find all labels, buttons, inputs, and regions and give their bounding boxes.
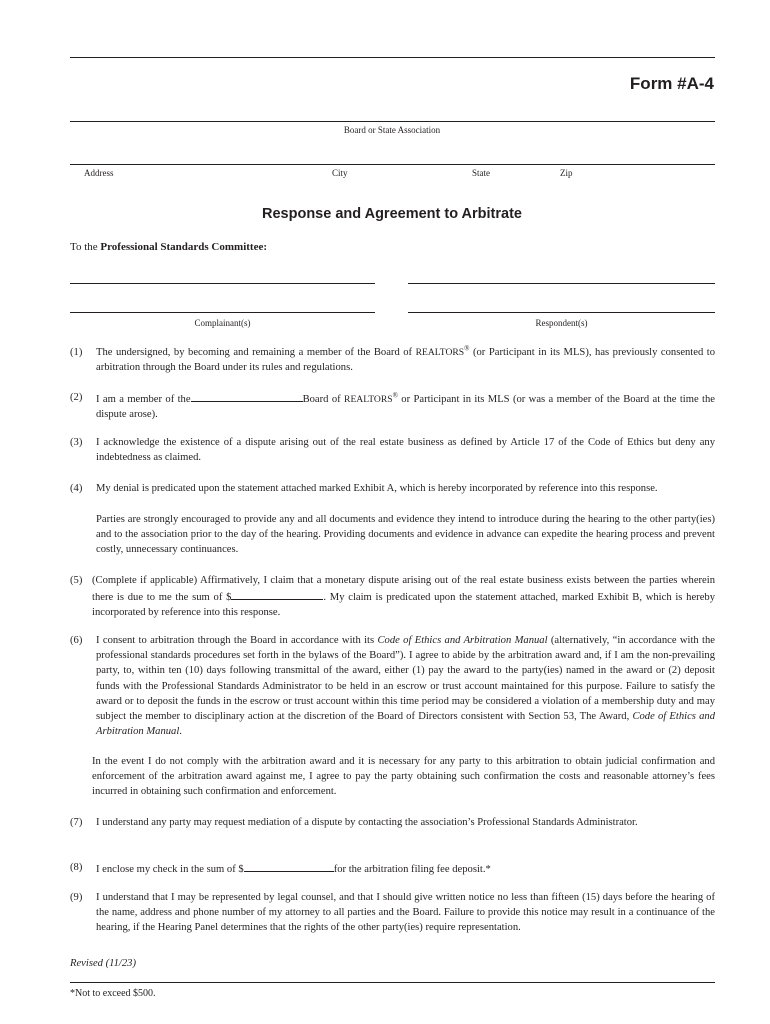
salutation bbox=[70, 241, 267, 253]
item-5-text-b: . My claim is predicated upon the statement attached, marked Exhibit B, which is hereby incorporated by reference into this response. bbox=[92, 592, 715, 619]
item-1 bbox=[70, 345, 715, 375]
respondent-line-1[interactable] bbox=[408, 283, 715, 284]
association-label: Board or State Association bbox=[343, 125, 441, 135]
registered-mark: ® bbox=[464, 344, 470, 353]
item-5-text-a: (Complete if applicable) Affirmatively, I claim that a monetary dispute arising out of the real estate business exists between the parties wherein there is due to me the sum of $ bbox=[92, 575, 715, 604]
item-1-text-b: (or Participant in its MLS), has previously consented to arbitration through the Board under its rules and regulations. bbox=[96, 347, 716, 374]
item-6-text-c: . bbox=[179, 726, 182, 738]
zip-label: Zip bbox=[560, 168, 573, 178]
city-label: City bbox=[332, 168, 348, 178]
item-7 bbox=[70, 815, 715, 830]
item-5 bbox=[70, 573, 715, 621]
committee-name: Professional Standards Committee: bbox=[100, 241, 268, 253]
item-6-text-b: (alternatively, “in accordance with the professional standards procedures set forth in the bylaws of the Board”). I agree to abide by the arbitration award and, if I am the non-prevailing party, to, within ten (10) days following transmittal of the award, either (1) pay the award to the party(ies) named in the award or (2) deposit funds with the Professional Standards Administrator to be held in an escrow or trust account maintained for this purpose. Failure to satisfy the award or to deposit the funds in the escrow or trust account within this time period may be considered a violation of a membership duty and may subject the member to disciplinary action at the discretion of the Board of Directors consistent with Section 53, The Award, bbox=[96, 635, 716, 723]
footer-rule bbox=[70, 982, 715, 983]
revision-note: Revised (11/23) bbox=[70, 958, 136, 969]
salutation-prefix: To the bbox=[70, 241, 101, 253]
item-8 bbox=[70, 860, 715, 877]
item-7-text: I understand any party may request mediation of a dispute by contacting the association’s Professional Standards Administrator. bbox=[96, 817, 638, 828]
item-1-realtors: REALTORS bbox=[415, 347, 465, 358]
item-8-text-b: for the arbitration filing fee deposit.* bbox=[333, 864, 491, 875]
address-label: Address bbox=[84, 168, 114, 178]
event-note: In the event I do not comply with the arbitration award and it is necessary for any party to this arbitration to obtain judicial confirmation and enforcement of the arbitration award against me, I agree to pay the party obtaining such confirmation the costs and reasonable attorney’s fees incurred in obtaining such confirmation and enforcement. bbox=[92, 756, 715, 798]
board-name-blank[interactable] bbox=[191, 390, 303, 402]
item-1-text-a: The undersigned, by becoming and remaining a member of the Board of bbox=[96, 347, 416, 358]
top-rule bbox=[70, 57, 715, 58]
item-8-number: (8) bbox=[70, 862, 83, 873]
item-9 bbox=[70, 890, 715, 936]
item-3-text: I acknowledge the existence of a dispute arising out of the real estate business as defined by Article 17 of the Code of Ethics but deny any indebtedness as claimed. bbox=[96, 437, 715, 464]
complainant-label: Complainant(s) bbox=[194, 318, 251, 328]
item-3-number: (3) bbox=[70, 437, 83, 448]
item-2-text-b: Board of bbox=[302, 394, 345, 405]
item-4-number: (4) bbox=[70, 483, 83, 494]
filing-fee-blank[interactable] bbox=[244, 860, 334, 872]
item-2 bbox=[70, 390, 715, 422]
footnote: *Not to exceed $500. bbox=[70, 988, 156, 999]
respondent-line-2[interactable] bbox=[408, 312, 715, 313]
item-2-text-c: or Participant in its MLS (or was a member of the Board at the time the dispute arose). bbox=[96, 394, 716, 421]
item-8-text-a: I enclose my check in the sum of $ bbox=[96, 864, 244, 875]
association-line[interactable] bbox=[70, 121, 715, 122]
form-number: Form #A-4 bbox=[629, 74, 714, 93]
respondent-label: Respondent(s) bbox=[535, 318, 588, 328]
item-1-number: (1) bbox=[70, 347, 83, 358]
item-4-text: My denial is predicated upon the statement attached marked Exhibit A, which is hereby incorporated by reference into this response. bbox=[96, 483, 658, 494]
item-4 bbox=[70, 481, 715, 496]
complainant-line-2[interactable] bbox=[70, 312, 375, 313]
parties-note: Parties are strongly encouraged to provide any and all documents and evidence they intend to introduce during the hearing to the other party(ies) and to the association prior to the day of the hearing. Providing documents and evidence in advance can expedite the hearing process and prevent costly, unnecessary continuances. bbox=[96, 514, 715, 556]
claim-amount-blank[interactable] bbox=[231, 588, 323, 600]
item-9-number: (9) bbox=[70, 892, 83, 903]
state-label: State bbox=[472, 168, 490, 178]
complainant-line-1[interactable] bbox=[70, 283, 375, 284]
item-6 bbox=[70, 633, 715, 739]
item-2-number: (2) bbox=[70, 392, 83, 403]
item-2-text-a: I am a member of the bbox=[96, 394, 191, 405]
manual-title-2: Code of Ethics and Arbitration Manual bbox=[96, 711, 716, 738]
item-5-number: (5) bbox=[70, 575, 83, 586]
item-3 bbox=[70, 435, 715, 465]
item-2-realtors: REALTORS bbox=[344, 394, 393, 405]
item-9-text: I understand that I may be represented by legal counsel, and that I should give written notice no less than fifteen (15) days before the hearing of the name, address and phone number of my attorney to all parties and the Board. Failure to provide this notice may result in a continuance of the hearing, if the Hearing Panel determines that the rights of the other party(ies) require representation. bbox=[96, 892, 715, 934]
address-line[interactable] bbox=[70, 164, 715, 165]
manual-title: Code of Ethics and Arbitration Manual bbox=[377, 635, 548, 646]
item-6-text-a: I consent to arbitration through the Board in accordance with its bbox=[96, 635, 378, 646]
registered-mark: ® bbox=[392, 391, 398, 400]
item-7-number: (7) bbox=[70, 817, 83, 828]
document-title: Response and Agreement to Arbitrate bbox=[262, 206, 522, 222]
item-6-number: (6) bbox=[70, 635, 83, 646]
